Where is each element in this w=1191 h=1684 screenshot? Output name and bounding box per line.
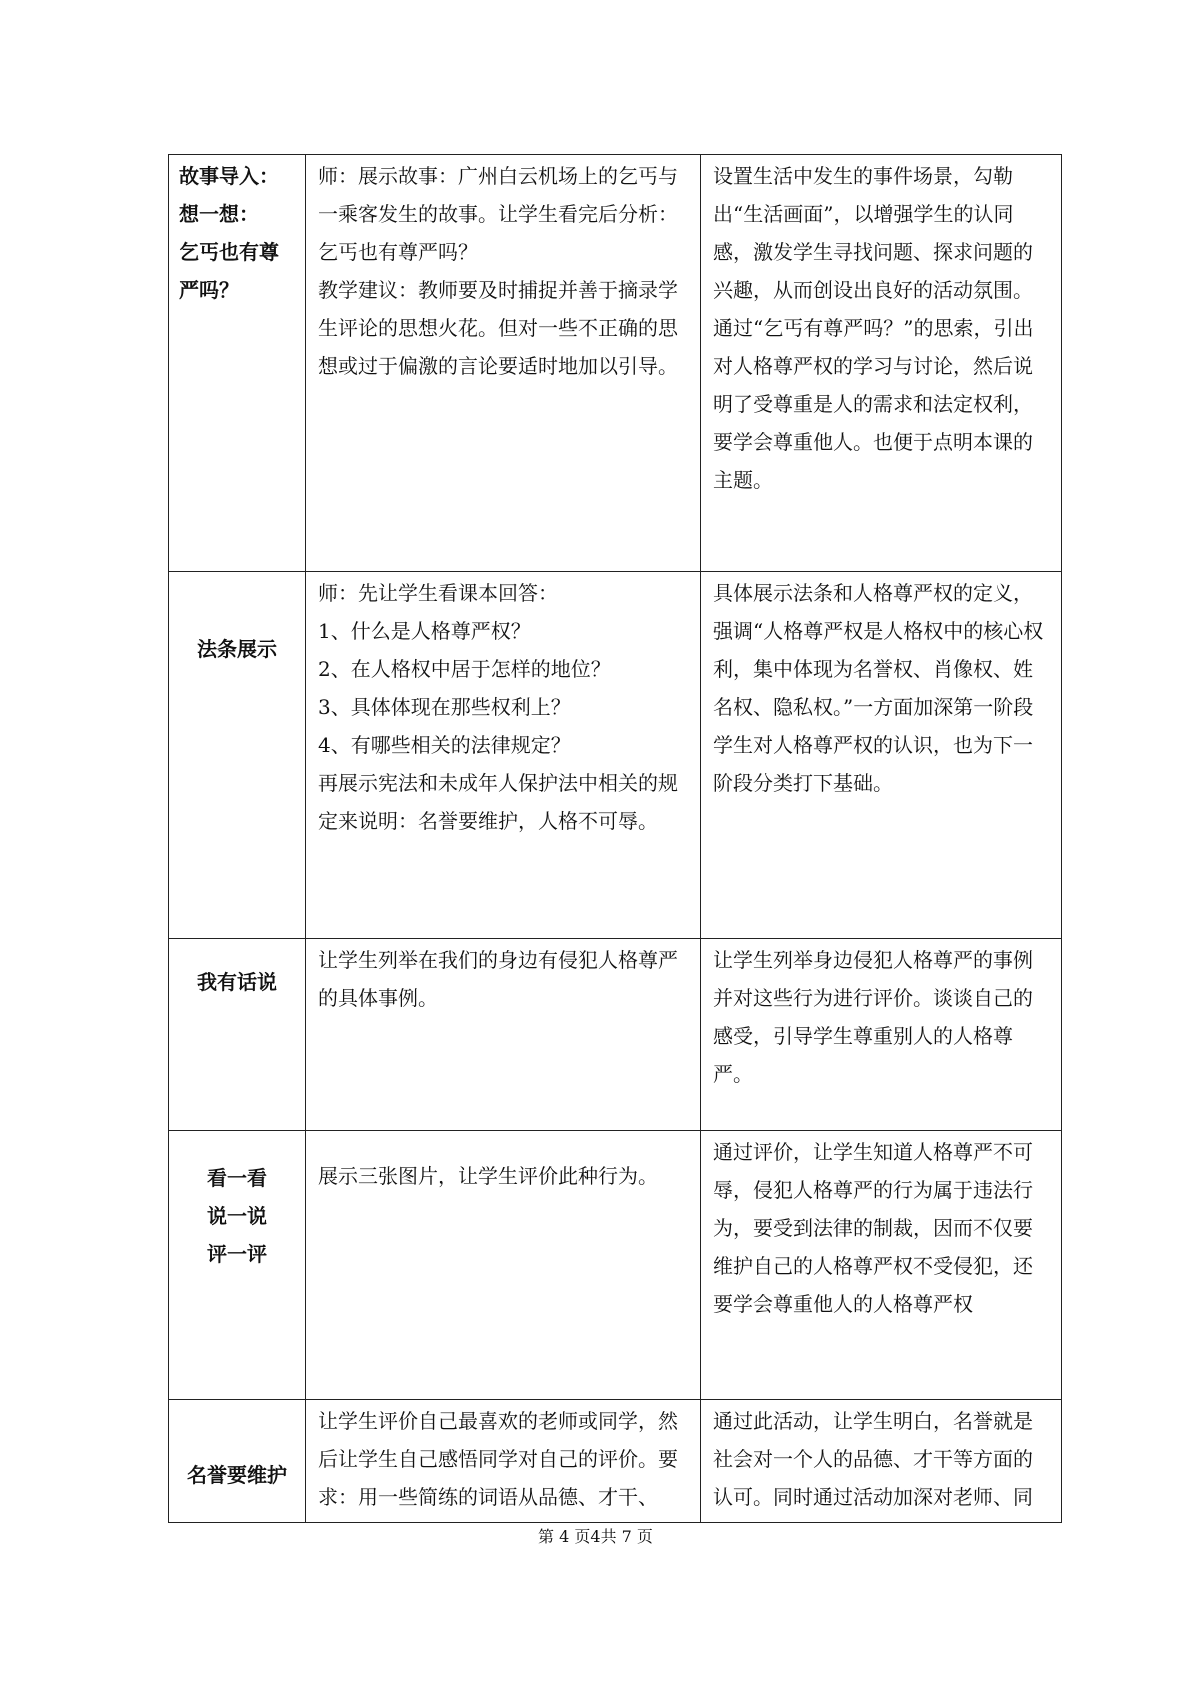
purpose-cell [701, 939, 1062, 1131]
activity-cell [306, 1131, 701, 1400]
lesson-plan-table [168, 154, 1062, 1523]
page-number: 第 4 页4共 7 页 [538, 1527, 653, 1546]
row-label: 我有话说 [197, 970, 277, 994]
row-label-cell [169, 155, 306, 572]
row-label-cell [169, 1400, 306, 1523]
row-label: 法条展示 [197, 637, 277, 661]
row-label-cell [169, 572, 306, 939]
purpose-text: 设置生活中发生的事件场景，勾勒出“生活画面”，以增强学生的认同感，激发学生寻找问题、探求问题的兴趣，从而创设出良好的活动氛围。通过“乞丐有尊严吗？”的思索，引出对人格尊严权的学习与讨论，然后说明了受尊重是人的需求和法定权利，要学会尊重他人。也便于点明本课的主题。 [713, 164, 1034, 492]
table-row [169, 1400, 1062, 1523]
purpose-text: 通过评价，让学生知道人格尊严不可辱，侵犯人格尊严的行为属于违法行为，要受到法律的制裁，因而不仅要维护自己的人格尊严权不受侵犯，还要学会尊重他人的人格尊严权 [713, 1140, 1033, 1316]
row-label: 看一看 说一说 评一评 [207, 1166, 267, 1266]
purpose-cell [701, 155, 1062, 572]
table-row [169, 155, 1062, 572]
activity-text: 让学生评价自己最喜欢的老师或同学，然后让学生自己感悟同学对自己的评价。要求：用一些简练的词语从品德、才干、 [318, 1409, 678, 1509]
activity-cell [306, 1400, 701, 1523]
purpose-cell [701, 1400, 1062, 1523]
activity-text: 师：先让学生看课本回答： 1、什么是人格尊严权？ 2、在人格权中居于怎样的地位？ 3、具体体现在那些权利上？ 4、有哪些相关的法律规定？ 再展示宪法和未成年人保护法中相关的规定来说明：名誉要维护，人格不可辱。 [318, 581, 678, 833]
activity-text: 师：展示故事：广州白云机场上的乞丐与一乘客发生的故事。让学生看完后分析：乞丐也有尊严吗？ 教学建议：教师要及时捕捉并善于摘录学生评论的思想火花。但对一些不正确的思想或过于偏激的言论要适时地加以引导。 [318, 164, 678, 378]
table-row [169, 1131, 1062, 1400]
activity-cell [306, 939, 701, 1131]
purpose-cell [701, 572, 1062, 939]
table-row [169, 939, 1062, 1131]
row-label-cell [169, 939, 306, 1131]
table-row [169, 572, 1062, 939]
row-label: 故事导入： 想一想： 乞丐也有尊 严吗？ [179, 164, 279, 302]
row-label: 名誉要维护 [187, 1463, 287, 1487]
activity-text: 让学生列举在我们的身边有侵犯人格尊严的具体事例。 [318, 948, 678, 1010]
purpose-cell [701, 1131, 1062, 1400]
activity-cell [306, 155, 701, 572]
activity-text: 展示三张图片，让学生评价此种行为。 [318, 1164, 658, 1188]
purpose-text: 让学生列举身边侵犯人格尊严的事例并对这些行为进行评价。谈谈自己的感受，引导学生尊重别人的人格尊严。 [713, 948, 1033, 1086]
purpose-text: 通过此活动，让学生明白，名誉就是社会对一个人的品德、才干等方面的认可。同时通过活动加深对老师、同 [713, 1409, 1033, 1509]
row-label-cell [169, 1131, 306, 1400]
activity-cell [306, 572, 701, 939]
purpose-text: 具体展示法条和人格尊严权的定义，强调“人格尊严权是人格权中的核心权利，集中体现为名誉权、肖像权、姓名权、隐私权。”一方面加深第一阶段学生对人格尊严权的认识，也为下一阶段分类打下基础。 [713, 581, 1044, 795]
